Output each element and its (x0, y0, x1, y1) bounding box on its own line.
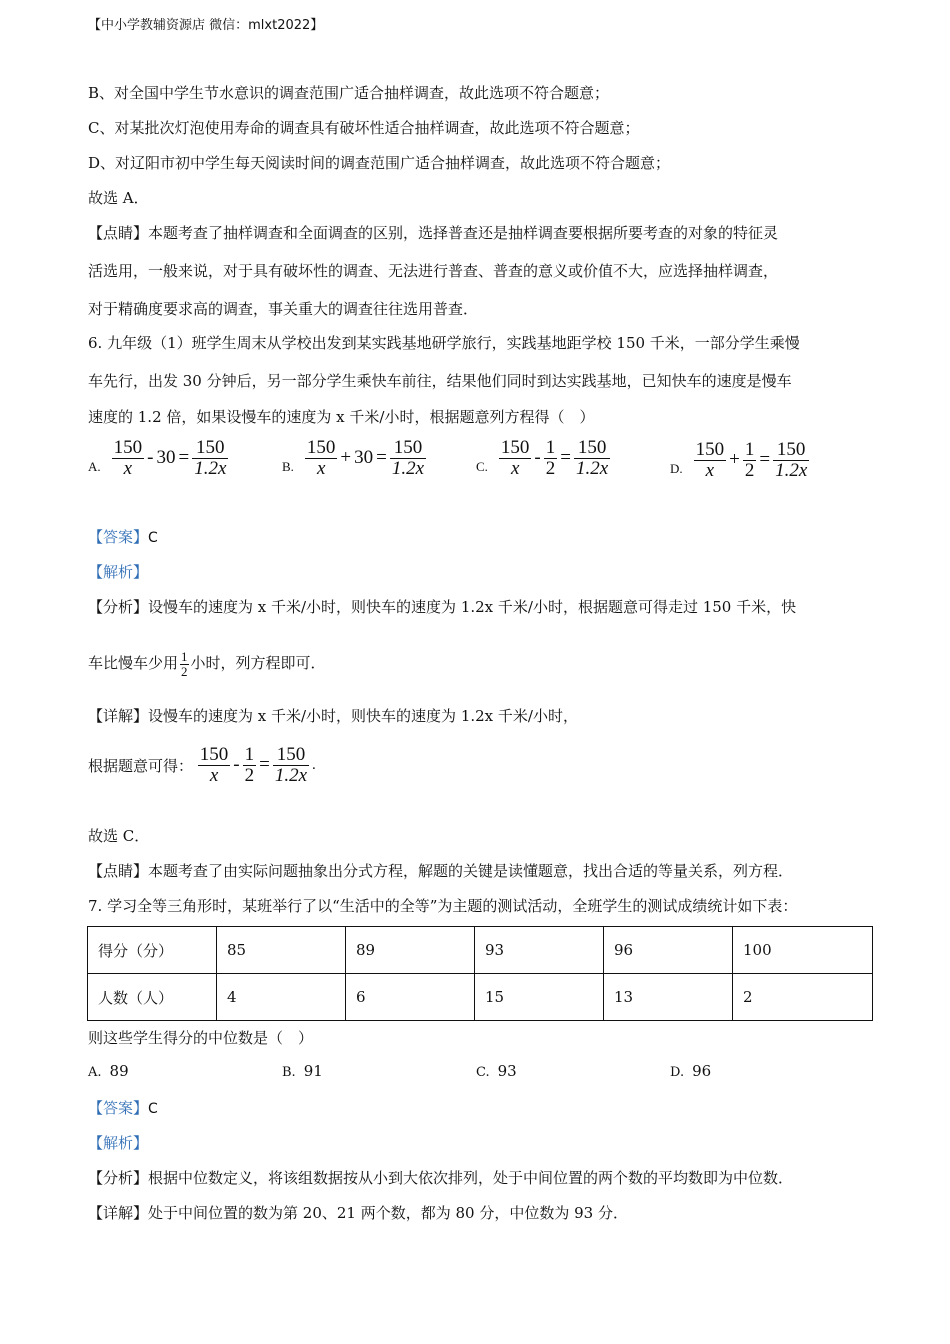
page-header: 【中小学教辅资源店 微信：mlxt2022】 (88, 18, 324, 33)
table-cell: 2 (733, 974, 873, 1021)
q7-option-c[interactable]: C. 93 (476, 1062, 517, 1080)
table-cell: 4 (217, 974, 346, 1021)
option-letter: B. (282, 458, 294, 474)
term: 30 (156, 447, 176, 469)
q6-comment: 【点睛】本题考查了由实际问题抽象出分式方程，解题的关键是读懂题意，找出合适的等量关系，列方程． (88, 862, 794, 880)
fraction: $\frac{150}{x}$ (306, 437, 336, 479)
table-cell: 96 (604, 927, 733, 974)
fraction: $\frac{1}{2}$ (545, 437, 556, 479)
q7-detail: 【详解】处于中间位置的数为第 20、21 两个数，都为 80 分，中位数为 93 分． (88, 1204, 628, 1222)
q5-line-c: C、对某批次灯泡使用寿命的调查具有破坏性适合抽样调查，故此选项不符合题意； (88, 119, 640, 137)
operator: + (729, 449, 740, 471)
equals: = (178, 447, 190, 469)
equals: = (560, 447, 571, 469)
q5-line-b: B、对全国中学生节水意识的调查范围广适合抽样调查，故此选项不符合题意； (88, 84, 610, 102)
q7-option-b[interactable]: B. 91 (282, 1062, 323, 1080)
fraction: $\frac{150}{1.2x}$ (575, 437, 609, 479)
q7-analysis: 【分析】根据中位数定义，将该组数据按从小到大依次排列，处于中间位置的两个数的平均数即为中位数． (88, 1169, 794, 1187)
q5-comment-1: 【点睛】本题考查了抽样调查和全面调查的区别，选择普查还是抽样调查要根据所要考查的对象的特征灵 (88, 224, 779, 242)
q5-comment-2: 活选用，一般来说，对于具有破坏性的调查、无法进行普查、普查的意义或价值不大，应选择抽样调查， (88, 262, 779, 280)
answer-tag: 【答案】 (88, 528, 149, 546)
q6-option-a[interactable] (88, 438, 228, 479)
answer-value: C (148, 1101, 158, 1117)
q5-conclusion: 故选 A． (88, 189, 149, 207)
operator: - (534, 447, 541, 469)
table-cell: 6 (346, 974, 475, 1021)
q6-conclusion: 故选 C． (88, 827, 150, 845)
table-row (88, 974, 873, 1021)
table-cell: 93 (475, 927, 604, 974)
q6-detail-1: 【详解】设慢车的速度为 x 千米/小时，则快车的速度为 1.2x 千米/小时， (88, 707, 578, 725)
q6-option-b[interactable] (282, 438, 426, 479)
fraction: $\frac{150}{x}$ (113, 437, 143, 479)
fraction: $\frac{1}{2}$ (181, 649, 188, 679)
q6-stem-2: 车先行，出发 30 分钟后，另一部分学生乘快车前往，结果他们同时到达实践基地，已知快车的速度是慢车 (88, 372, 792, 390)
table-cell: 85 (217, 927, 346, 974)
q7-analysis-tag: 【解析】 (88, 1134, 149, 1152)
q6-detail-2: 根据题意可得： $\frac{150}{x}$ - $\frac{1}{2}$ = $\frac{150}{1.2x}$ . (88, 744, 316, 786)
q6-stem-3: 速度的 1.2 倍，如果设慢车的速度为 x 千米/小时，根据题意列方程得（ ） (88, 408, 595, 426)
equation: $\frac{150}{x}$ - $\frac{1}{2}$ = $\frac{150}{1.2x}$ . (199, 744, 316, 786)
option-letter: C. (476, 458, 488, 474)
q5-line-d: D、对辽阳市初中学生每天阅读时间的调查范围广适合抽样调查，故此选项不符合题意； (88, 154, 671, 172)
q7-stem: 7. 学习全等三角形时，某班举行了以“生活中的全等”为主题的测试活动，全班学生的测试成绩统计如下表： (88, 897, 798, 915)
q6-analysis-tag: 【解析】 (88, 563, 149, 581)
operator: - (147, 447, 154, 469)
table-cell: 得分（分） (88, 927, 217, 974)
fraction: $\frac{150}{x}$ (500, 437, 530, 479)
q6-option-c[interactable] (476, 438, 610, 479)
q6-answer (88, 526, 158, 547)
fraction: $\frac{150}{x}$ (695, 439, 725, 481)
q6-analysis-2: 车比慢车少用 $\frac{1}{2}$ 小时，列方程即可． (88, 649, 326, 679)
table-cell: 89 (346, 927, 475, 974)
table-cell: 13 (604, 974, 733, 1021)
q6-stem-1: 6. 九年级（1）班学生周末从学校出发到某实践基地研学旅行，实践基地距学校 150 千米，一部分学生乘慢 (88, 334, 800, 352)
fraction: $\frac{150}{1.2x}$ (391, 437, 425, 479)
table-cell: 100 (733, 927, 873, 974)
score-table (87, 926, 873, 1021)
fraction: $\frac{1}{2}$ (744, 439, 755, 481)
term: 30 (354, 447, 374, 469)
q7-question: 则这些学生得分的中位数是（ ） (88, 1029, 314, 1047)
fraction: $\frac{150}{1.2x}$ (194, 437, 227, 479)
option-letter: D. (670, 460, 683, 476)
table-row (88, 927, 873, 974)
answer-value: C (148, 530, 158, 546)
answer-tag: 【答案】 (88, 1099, 149, 1117)
equals: = (759, 449, 771, 471)
q7-option-d[interactable]: D. 96 (670, 1062, 712, 1080)
table-cell: 15 (475, 974, 604, 1021)
fraction: $\frac{150}{1.2x}$ (775, 439, 808, 481)
operator: + (340, 447, 352, 469)
equals: = (376, 447, 387, 469)
q6-analysis-1: 【分析】设慢车的速度为 x 千米/小时，则快车的速度为 1.2x 千米/小时，根据题意可得走过 150 千米，快 (88, 598, 797, 616)
table-cell: 人数（人） (88, 974, 217, 1021)
q7-option-a[interactable]: A. 89 (88, 1062, 129, 1080)
q7-answer (88, 1097, 158, 1118)
q5-comment-3: 对于精确度要求高的调查，事关重大的调查往往选用普查． (88, 300, 479, 318)
option-letter: A. (88, 458, 101, 474)
q6-option-d[interactable] (670, 440, 809, 481)
